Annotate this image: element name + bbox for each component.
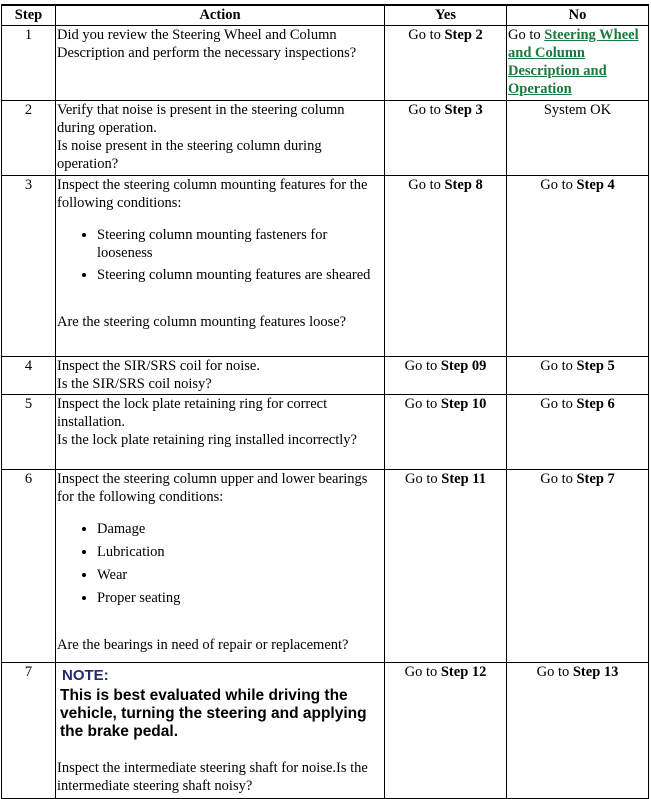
go-to-label: Go to	[404, 664, 438, 680]
doc-link-steering-wheel-description[interactable]: Steering Wheel and Column Description and Operation	[508, 27, 639, 97]
no-step-link[interactable]: Step 4	[576, 177, 615, 193]
action-cell	[56, 357, 385, 395]
header-action: Action	[56, 5, 385, 26]
step-number: 4	[2, 357, 56, 395]
action-text: Inspect the lock plate retaining ring for correct installation.	[57, 396, 328, 430]
no-cell[interactable]	[507, 357, 649, 395]
list-item: • Lubrication	[97, 543, 383, 561]
no-cell[interactable]	[507, 470, 649, 663]
no-step-link[interactable]: Step 13	[572, 664, 619, 680]
yes-step-link[interactable]: Step 12	[440, 664, 487, 680]
condition-list	[57, 226, 383, 284]
list-item: • Proper seating	[97, 589, 383, 607]
action-text: Inspect the steering column upper and lower bearings for the following conditions:	[57, 471, 368, 505]
note-text: This is best evaluated while driving the vehicle, turning the steering and applying the brake pedal.	[60, 687, 367, 740]
diagnostic-table	[1, 4, 649, 799]
go-to-label: Go to	[404, 396, 438, 412]
action-text: Inspect the SIR/SRS coil for noise.	[57, 358, 260, 374]
no-cell[interactable]	[507, 395, 649, 470]
yes-step-link[interactable]: Step 10	[440, 396, 487, 412]
table-row	[2, 357, 649, 395]
header-row	[2, 5, 649, 26]
list-item: • Damage	[97, 520, 383, 538]
step-number: 6	[2, 470, 56, 663]
condition-list	[57, 520, 383, 607]
go-to-label: Go to	[536, 664, 570, 680]
go-to-label: Go to	[404, 358, 438, 374]
yes-cell[interactable]	[385, 663, 507, 799]
step-number: 5	[2, 395, 56, 470]
go-to-label: Go to	[540, 177, 573, 193]
action-cell	[56, 395, 385, 470]
go-to-label: Go to	[540, 358, 573, 374]
action-text: Inspect the steering column mounting features for the following conditions:	[57, 177, 368, 211]
table-row	[2, 395, 649, 470]
step-number: 1	[2, 26, 56, 101]
header-yes: Yes	[385, 5, 507, 26]
step-number: 2	[2, 101, 56, 176]
yes-step-link[interactable]: Step 2	[444, 27, 483, 43]
go-to-label: Go to	[408, 27, 441, 43]
no-step-link[interactable]: Step 7	[576, 471, 615, 487]
action-cell	[56, 176, 385, 357]
go-to-label: Go to	[508, 27, 541, 43]
go-to-label: Go to	[408, 102, 441, 118]
table-row	[2, 663, 649, 799]
table-row	[2, 26, 649, 101]
action-cell	[56, 101, 385, 176]
system-ok-text: System OK	[543, 102, 612, 118]
question-text: Are the steering column mounting features loose?	[57, 314, 347, 330]
header-no: No	[507, 5, 649, 26]
yes-cell[interactable]	[385, 357, 507, 395]
table-row	[2, 101, 649, 176]
no-step-link[interactable]: Step 6	[576, 396, 615, 412]
list-item: • Steering column mounting fasteners for looseness	[97, 226, 383, 262]
yes-step-link[interactable]: Step 3	[444, 102, 483, 118]
no-cell[interactable]	[507, 26, 649, 101]
yes-step-link[interactable]: Step 8	[444, 177, 483, 193]
question-text: Are the bearings in need of repair or replacement?	[57, 637, 349, 653]
step-number: 7	[2, 663, 56, 799]
question-text: Is the SIR/SRS coil noisy?	[57, 376, 212, 392]
step-number: 3	[2, 176, 56, 357]
note-label: NOTE:	[62, 667, 109, 684]
action-cell	[56, 663, 385, 799]
go-to-label: Go to	[405, 471, 438, 487]
yes-cell[interactable]	[385, 470, 507, 663]
table-row	[2, 176, 649, 357]
yes-cell[interactable]	[385, 101, 507, 176]
yes-cell[interactable]	[385, 26, 507, 101]
go-to-label: Go to	[540, 471, 573, 487]
yes-step-link[interactable]: Step 09	[440, 358, 487, 374]
no-cell[interactable]	[507, 663, 649, 799]
go-to-label: Go to	[540, 396, 573, 412]
no-cell	[507, 101, 649, 176]
yes-cell[interactable]	[385, 395, 507, 470]
list-item: • Steering column mounting features are sheared	[97, 266, 383, 284]
header-step: Step	[2, 5, 56, 26]
action-text: Verify that noise is present in the steering column during operation.	[57, 102, 345, 136]
no-cell[interactable]	[507, 176, 649, 357]
yes-step-link[interactable]: Step 11	[441, 471, 486, 487]
yes-cell[interactable]	[385, 176, 507, 357]
list-item: • Wear	[97, 566, 383, 584]
question-text: Is the lock plate retaining ring installed incorrectly?	[57, 432, 357, 448]
table-row	[2, 470, 649, 663]
go-to-label: Go to	[408, 177, 441, 193]
question-text: Is noise present in the steering column during operation?	[57, 138, 322, 172]
action-text: Inspect the intermediate steering shaft for noise.Is the intermediate steering shaft noisy?	[57, 760, 368, 794]
action-cell	[56, 470, 385, 663]
action-cell	[56, 26, 385, 101]
action-text: Did you review the Steering Wheel and Column Description and perform the necessary inspections?	[57, 27, 357, 61]
no-step-link[interactable]: Step 5	[576, 358, 615, 374]
